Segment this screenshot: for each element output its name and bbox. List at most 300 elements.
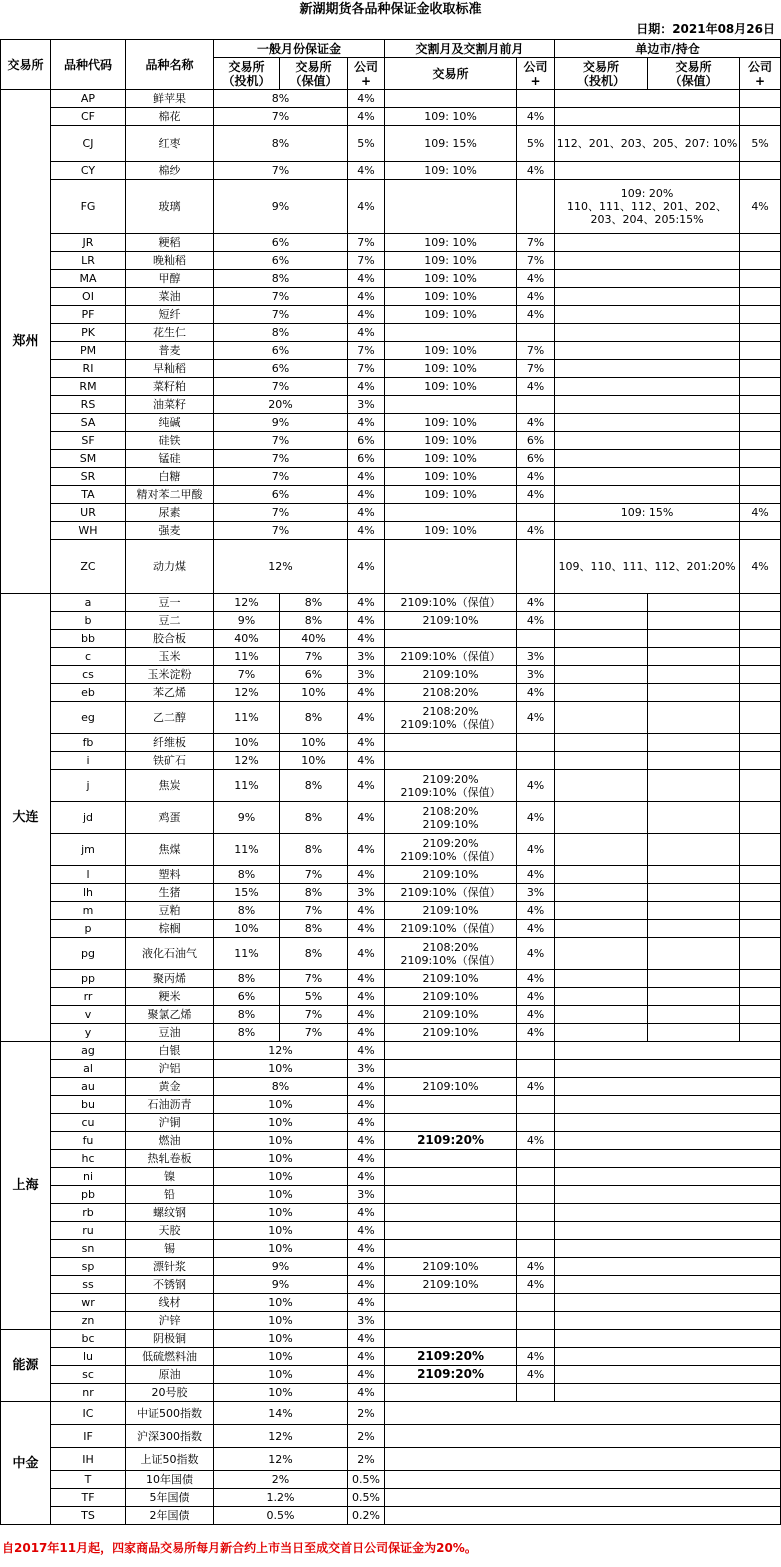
delivery-margin (385, 396, 517, 414)
delivery-margin (385, 1096, 517, 1114)
hedge-margin: 5% (280, 988, 348, 1006)
single-hedge (648, 630, 740, 648)
product-name: 石油沥青 (126, 1096, 214, 1114)
delivery-company: 3% (517, 648, 555, 666)
company-add: 4% (348, 1168, 385, 1186)
single-company (740, 834, 781, 866)
delivery-margin (385, 1330, 517, 1348)
product-name: 不锈钢 (126, 1276, 214, 1294)
single-side-company: 5% (740, 126, 781, 162)
table-row (1, 1240, 781, 1258)
single-side-margin (555, 396, 740, 414)
delivery-margin: 109: 10% (385, 432, 517, 450)
hedge-margin: 8% (280, 938, 348, 970)
general-margin: 12% (214, 1448, 348, 1471)
product-name: 沪深300指数 (126, 1425, 214, 1448)
margin-table (0, 39, 781, 1525)
single-side-margin (555, 1258, 781, 1276)
table-row (1, 1276, 781, 1294)
single-company (740, 648, 781, 666)
product-code: eg (51, 702, 126, 734)
company-add: 4% (348, 594, 385, 612)
product-name: 豆粕 (126, 902, 214, 920)
delivery-company (517, 1240, 555, 1258)
table-row (1, 270, 781, 288)
product-code: IH (51, 1448, 126, 1471)
product-code: ru (51, 1222, 126, 1240)
table-row (1, 884, 781, 902)
delivery-margin (385, 1042, 517, 1060)
company-add: 4% (348, 504, 385, 522)
delivery-margin (385, 734, 517, 752)
delivery-company: 3% (517, 666, 555, 684)
table-row (1, 306, 781, 324)
hedge-margin: 40% (280, 630, 348, 648)
delivery-company: 4% (517, 486, 555, 504)
company-add: 4% (348, 540, 385, 594)
company-add: 4% (348, 834, 385, 866)
table-row (1, 1471, 781, 1489)
table-row (1, 1078, 781, 1096)
table-row (1, 324, 781, 342)
single-spec (555, 988, 648, 1006)
single-spec (555, 884, 648, 902)
company-add: 4% (348, 288, 385, 306)
single-side-margin: 109、110、111、112、201:20% (555, 540, 740, 594)
company-add: 4% (348, 1042, 385, 1060)
delivery-margin (385, 1060, 517, 1078)
single-side-company (740, 486, 781, 504)
delivery-company (517, 1168, 555, 1186)
spec-margin: 12% (214, 684, 280, 702)
company-add: 4% (348, 1078, 385, 1096)
single-side-margin (555, 360, 740, 378)
product-name: 20号胶 (126, 1384, 214, 1402)
spec-margin: 11% (214, 770, 280, 802)
product-code: CY (51, 162, 126, 180)
delivery-margin (385, 1384, 517, 1402)
delivery-company: 4% (517, 1024, 555, 1042)
single-side-company (740, 468, 781, 486)
delivery-company: 4% (517, 306, 555, 324)
single-spec (555, 612, 648, 630)
product-name: 线材 (126, 1294, 214, 1312)
table-row (1, 1258, 781, 1276)
table-row (1, 108, 781, 126)
delivery-company: 4% (517, 970, 555, 988)
company-add: 0.2% (348, 1507, 385, 1525)
company-add: 3% (348, 1060, 385, 1078)
delivery-margin (385, 504, 517, 522)
general-margin: 6% (214, 360, 348, 378)
product-name: 原油 (126, 1366, 214, 1384)
product-name: 镍 (126, 1168, 214, 1186)
product-code: SR (51, 468, 126, 486)
delivery-company: 4% (517, 988, 555, 1006)
product-name: 天胶 (126, 1222, 214, 1240)
table-row (1, 1507, 781, 1525)
general-margin: 7% (214, 450, 348, 468)
delivery-company: 4% (517, 702, 555, 734)
product-code: jm (51, 834, 126, 866)
company-add: 4% (348, 1258, 385, 1276)
product-code: MA (51, 270, 126, 288)
hedge-margin: 8% (280, 834, 348, 866)
product-code: RM (51, 378, 126, 396)
single-side-margin (555, 1132, 781, 1150)
single-spec (555, 702, 648, 734)
general-margin: 10% (214, 1384, 348, 1402)
spec-margin: 8% (214, 902, 280, 920)
delivery-company: 6% (517, 432, 555, 450)
single-hedge (648, 902, 740, 920)
product-code: lu (51, 1348, 126, 1366)
single-side-margin (555, 1150, 781, 1168)
table-row (1, 834, 781, 866)
product-name: 聚氯乙烯 (126, 1006, 214, 1024)
hedge-margin: 6% (280, 666, 348, 684)
general-margin: 12% (214, 1425, 348, 1448)
single-hedge (648, 702, 740, 734)
hedge-margin: 8% (280, 802, 348, 834)
table-row (1, 126, 781, 162)
delivery-company (517, 752, 555, 770)
company-add: 4% (348, 1150, 385, 1168)
company-add: 7% (348, 360, 385, 378)
single-side-margin (555, 1060, 781, 1078)
single-side-margin (555, 378, 740, 396)
product-name: 早籼稻 (126, 360, 214, 378)
product-code: PM (51, 342, 126, 360)
delivery-margin: 2108:20% (385, 684, 517, 702)
product-code: j (51, 770, 126, 802)
table-row (1, 360, 781, 378)
general-margin: 10% (214, 1222, 348, 1240)
single-spec (555, 684, 648, 702)
single-spec (555, 648, 648, 666)
single-hedge (648, 666, 740, 684)
delivery-company: 4% (517, 108, 555, 126)
company-add: 4% (348, 970, 385, 988)
delivery-margin: 109: 10% (385, 378, 517, 396)
single-spec (555, 920, 648, 938)
table-row (1, 1402, 781, 1425)
single-company (740, 702, 781, 734)
table-row (1, 90, 781, 108)
product-name: 沪铜 (126, 1114, 214, 1132)
product-name: 甲醇 (126, 270, 214, 288)
empty-cell (385, 1448, 781, 1471)
company-add: 4% (348, 684, 385, 702)
general-margin: 6% (214, 486, 348, 504)
table-row (1, 1132, 781, 1150)
single-hedge (648, 684, 740, 702)
product-name: 棕榈 (126, 920, 214, 938)
single-side-margin (555, 252, 740, 270)
product-code: wr (51, 1294, 126, 1312)
hedge-margin: 7% (280, 648, 348, 666)
header-name: 品种名称 (126, 40, 214, 90)
company-add: 7% (348, 342, 385, 360)
single-side-company (740, 396, 781, 414)
delivery-company (517, 1294, 555, 1312)
table-row (1, 938, 781, 970)
product-code: JR (51, 234, 126, 252)
single-company (740, 866, 781, 884)
general-margin: 7% (214, 162, 348, 180)
header-ex-spec: 交易所 （投机） (555, 58, 648, 90)
product-name: 铅 (126, 1186, 214, 1204)
delivery-company: 4% (517, 162, 555, 180)
empty-cell (385, 1489, 781, 1507)
delivery-margin: 109: 10% (385, 414, 517, 432)
single-side-company (740, 252, 781, 270)
delivery-margin: 109: 15% (385, 126, 517, 162)
header-exchange: 交易所 (1, 40, 51, 90)
single-side-margin (555, 1096, 781, 1114)
product-code: al (51, 1060, 126, 1078)
product-code: RS (51, 396, 126, 414)
hedge-margin: 7% (280, 1024, 348, 1042)
table-row (1, 802, 781, 834)
product-name: 鸡蛋 (126, 802, 214, 834)
single-hedge (648, 884, 740, 902)
product-code: IF (51, 1425, 126, 1448)
product-code: b (51, 612, 126, 630)
general-margin: 8% (214, 1078, 348, 1096)
single-side-margin (555, 342, 740, 360)
delivery-margin (385, 1312, 517, 1330)
header-ex-hedge: 交易所 （保值） (280, 58, 348, 90)
single-hedge (648, 594, 740, 612)
single-side-company (740, 522, 781, 540)
delivery-margin: 2109:10% (385, 1006, 517, 1024)
table-row (1, 1168, 781, 1186)
delivery-margin (385, 180, 517, 234)
delivery-margin: 2108:20% 2109:10%（保值） (385, 702, 517, 734)
delivery-margin: 2109:10% (385, 970, 517, 988)
delivery-company (517, 1150, 555, 1168)
company-add: 4% (348, 1204, 385, 1222)
spec-margin: 10% (214, 734, 280, 752)
single-side-company (740, 234, 781, 252)
delivery-margin: 2109:10% (385, 666, 517, 684)
product-code: m (51, 902, 126, 920)
product-name: 聚丙烯 (126, 970, 214, 988)
product-code: CF (51, 108, 126, 126)
product-code: lh (51, 884, 126, 902)
table-row (1, 40, 781, 58)
single-spec (555, 734, 648, 752)
delivery-margin: 109: 10% (385, 486, 517, 504)
single-side-company (740, 162, 781, 180)
table-row (1, 540, 781, 594)
spec-margin: 6% (214, 988, 280, 1006)
table-row (1, 252, 781, 270)
single-side-company (740, 378, 781, 396)
table-row (1, 1096, 781, 1114)
company-add: 5% (348, 126, 385, 162)
general-margin: 10% (214, 1312, 348, 1330)
general-margin: 7% (214, 432, 348, 450)
table-row (1, 684, 781, 702)
general-margin: 10% (214, 1294, 348, 1312)
product-name: 中证500指数 (126, 1402, 214, 1425)
single-side-margin (555, 1222, 781, 1240)
single-hedge (648, 866, 740, 884)
company-add: 4% (348, 468, 385, 486)
header-general-margin: 一般月份保证金 (214, 40, 385, 58)
delivery-company: 4% (517, 1366, 555, 1384)
product-name: 白银 (126, 1042, 214, 1060)
single-side-company (740, 288, 781, 306)
delivery-margin: 109: 10% (385, 450, 517, 468)
company-add: 4% (348, 630, 385, 648)
product-name: 油菜籽 (126, 396, 214, 414)
general-margin: 10% (214, 1060, 348, 1078)
delivery-margin: 109: 10% (385, 234, 517, 252)
delivery-company (517, 1060, 555, 1078)
single-spec (555, 1024, 648, 1042)
table-row (1, 920, 781, 938)
hedge-margin: 8% (280, 594, 348, 612)
single-side-company (740, 414, 781, 432)
hedge-margin: 10% (280, 734, 348, 752)
single-side-company (740, 342, 781, 360)
product-name: 10年国债 (126, 1471, 214, 1489)
product-code: cu (51, 1114, 126, 1132)
single-hedge (648, 1024, 740, 1042)
product-name: 焦煤 (126, 834, 214, 866)
product-name: 白糖 (126, 468, 214, 486)
delivery-margin: 2109:20% (385, 1348, 517, 1366)
single-side-margin (555, 414, 740, 432)
header-ex-spec: 交易所 （投机） (214, 58, 280, 90)
single-company (740, 1006, 781, 1024)
delivery-margin: 109: 10% (385, 162, 517, 180)
spec-margin: 8% (214, 1024, 280, 1042)
delivery-company (517, 90, 555, 108)
single-spec (555, 1006, 648, 1024)
general-margin: 7% (214, 378, 348, 396)
product-code: eb (51, 684, 126, 702)
product-name: 沪铝 (126, 1060, 214, 1078)
single-side-margin (555, 324, 740, 342)
table-row (1, 1330, 781, 1348)
single-hedge (648, 802, 740, 834)
company-add: 4% (348, 486, 385, 504)
spec-margin: 12% (214, 594, 280, 612)
exchange-shanghai: 上海 (1, 1042, 51, 1330)
single-hedge (648, 734, 740, 752)
company-add: 4% (348, 988, 385, 1006)
product-name: 硅铁 (126, 432, 214, 450)
spec-margin: 11% (214, 938, 280, 970)
product-name: 锰硅 (126, 450, 214, 468)
company-add: 4% (348, 522, 385, 540)
delivery-company (517, 324, 555, 342)
single-side-margin: 109: 15% (555, 504, 740, 522)
table-row (1, 630, 781, 648)
single-company (740, 884, 781, 902)
product-name: 尿素 (126, 504, 214, 522)
delivery-margin: 2109:20% (385, 1366, 517, 1384)
single-company (740, 684, 781, 702)
delivery-company: 4% (517, 1078, 555, 1096)
general-margin: 10% (214, 1096, 348, 1114)
product-code: ss (51, 1276, 126, 1294)
single-side-margin: 112、201、203、205、207: 10% (555, 126, 740, 162)
exchange-zhengzhou: 郑州 (1, 90, 51, 594)
delivery-company: 4% (517, 1006, 555, 1024)
table-row (1, 702, 781, 734)
single-side-margin (555, 1186, 781, 1204)
single-company (740, 752, 781, 770)
product-code: AP (51, 90, 126, 108)
spec-margin: 8% (214, 866, 280, 884)
product-code: p (51, 920, 126, 938)
delivery-margin (385, 1204, 517, 1222)
single-side-company (740, 90, 781, 108)
single-spec (555, 866, 648, 884)
single-side-margin (555, 1366, 781, 1384)
delivery-company: 4% (517, 378, 555, 396)
empty-cell (385, 1471, 781, 1489)
delivery-margin: 109: 10% (385, 342, 517, 360)
single-side-company (740, 432, 781, 450)
single-side-company (740, 270, 781, 288)
single-side-margin (555, 486, 740, 504)
delivery-margin: 109: 10% (385, 468, 517, 486)
product-code: fu (51, 1132, 126, 1150)
product-name: 苯乙烯 (126, 684, 214, 702)
delivery-company (517, 1312, 555, 1330)
company-add: 3% (348, 884, 385, 902)
table-row (1, 1348, 781, 1366)
delivery-margin: 2109:10% (385, 988, 517, 1006)
delivery-margin: 2109:10%（保值） (385, 920, 517, 938)
exchange-energy: 能源 (1, 1330, 51, 1402)
delivery-margin: 109: 10% (385, 360, 517, 378)
company-add: 4% (348, 866, 385, 884)
delivery-company: 4% (517, 1132, 555, 1150)
general-margin: 20% (214, 396, 348, 414)
company-add: 4% (348, 1366, 385, 1384)
product-code: a (51, 594, 126, 612)
single-side-margin (555, 1042, 781, 1060)
product-name: 强麦 (126, 522, 214, 540)
general-margin: 10% (214, 1240, 348, 1258)
delivery-margin: 2109:20% 2109:10%（保值） (385, 770, 517, 802)
product-name: 低硫燃料油 (126, 1348, 214, 1366)
single-side-margin (555, 1348, 781, 1366)
table-row (1, 522, 781, 540)
delivery-company (517, 630, 555, 648)
general-margin: 7% (214, 306, 348, 324)
product-code: SM (51, 450, 126, 468)
single-side-company: 4% (740, 504, 781, 522)
single-company (740, 612, 781, 630)
product-name: 焦炭 (126, 770, 214, 802)
delivery-margin: 109: 10% (385, 270, 517, 288)
delivery-company (517, 180, 555, 234)
delivery-company: 6% (517, 450, 555, 468)
delivery-company (517, 504, 555, 522)
delivery-company (517, 1204, 555, 1222)
product-code: PK (51, 324, 126, 342)
company-add: 4% (348, 938, 385, 970)
delivery-company: 7% (517, 360, 555, 378)
